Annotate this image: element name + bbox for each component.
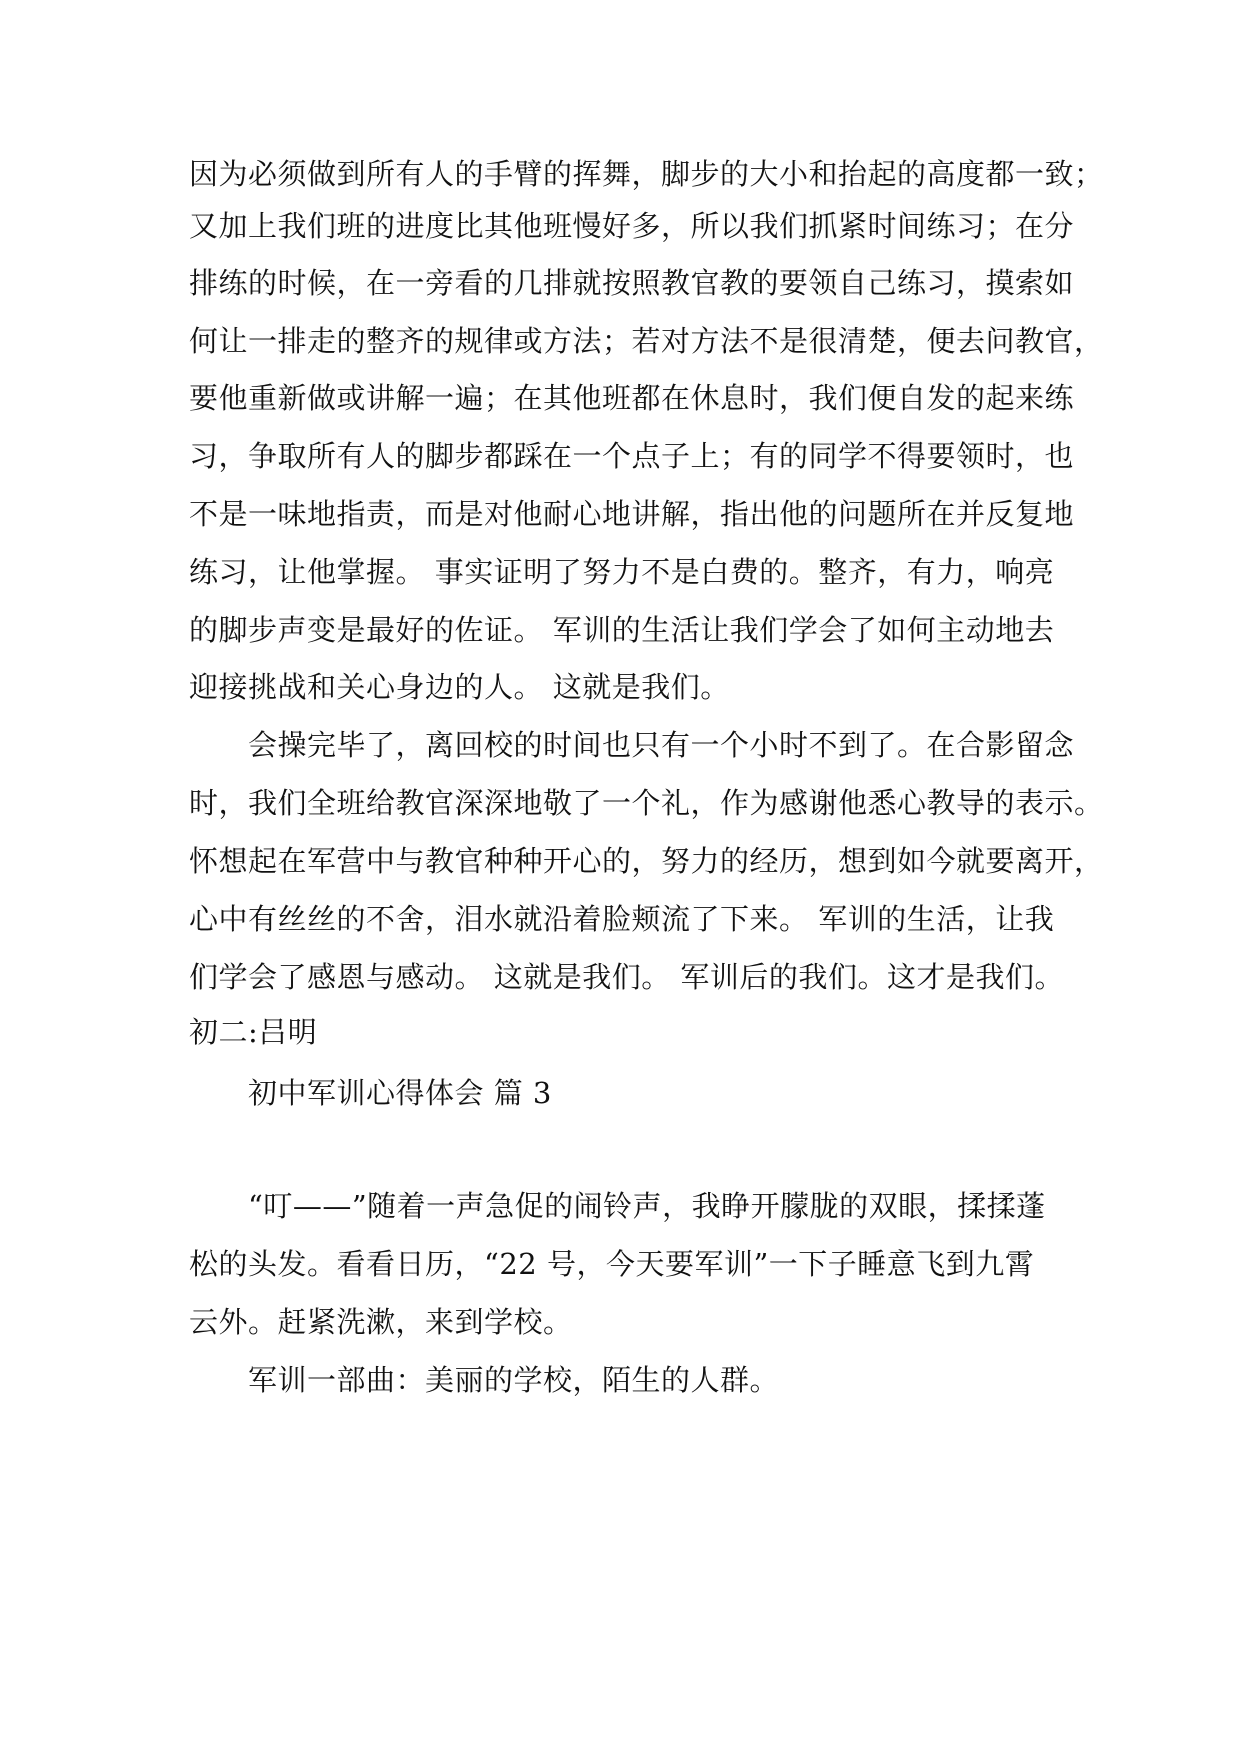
paragraph-line: 因为必须做到所有人的手臂的挥舞，脚步的大小和抬起的高度都一致； <box>189 157 1104 191</box>
paragraph-line: 不是一味地指责，而是对他耐心地讲解，指出他的问题所在并反复地 <box>189 497 1075 531</box>
paragraph-line: 的脚步声变是最好的佐证。 军训的生活让我们学会了如何主动地去 <box>189 613 1055 647</box>
paragraph-line: 怀想起在军营中与教官种种开心的，努力的经历，想到如今就要离开， <box>189 844 1104 878</box>
paragraph-line: 会操完毕了，离回校的时间也只有一个小时不到了。在合影留念 <box>248 728 1075 762</box>
paragraph-line: 迎接挑战和关心身边的人。 这就是我们。 <box>189 670 730 704</box>
author-signature: 初二:吕明 <box>189 1015 318 1049</box>
paragraph-line: 排练的时候，在一旁看的几排就按照教官教的要领自己练习，摸索如 <box>189 266 1075 300</box>
paragraph-line: 又加上我们班的进度比其他班慢好多，所以我们抓紧时间练习；在分 <box>189 209 1075 243</box>
paragraph-line: 练习，让他掌握。 事实证明了努力不是白费的。整齐，有力，响亮 <box>189 555 1055 589</box>
paragraph-line: “叮——”随着一声急促的闹铃声，我睁开朦胧的双眼，揉揉蓬 <box>248 1189 1046 1223</box>
paragraph-line: 们学会了感恩与感动。 这就是我们。 军训后的我们。这才是我们。 <box>189 960 1064 994</box>
paragraph-line: 松的头发。看看日历，“22 号，今天要军训”一下子睡意飞到九霄 <box>189 1247 1035 1281</box>
paragraph-line: 军训一部曲：美丽的学校，陌生的人群。 <box>248 1363 780 1397</box>
paragraph-line: 何让一排走的整齐的规律或方法；若对方法不是很清楚，便去问教官， <box>189 324 1104 358</box>
paragraph-line: 云外。赶紧洗漱，来到学校。 <box>189 1305 573 1339</box>
paragraph-line: 时，我们全班给教官深深地敬了一个礼，作为感谢他悉心教导的表示。 <box>189 786 1104 820</box>
paragraph-line: 要他重新做或讲解一遍；在其他班都在休息时，我们便自发的起来练 <box>189 381 1075 415</box>
paragraph-line: 习，争取所有人的脚步都踩在一个点子上；有的同学不得要领时，也 <box>189 439 1075 473</box>
paragraph-line: 心中有丝丝的不舍，泪水就沿着脸颊流了下来。 军训的生活，让我 <box>189 902 1055 936</box>
section-heading: 初中军训心得体会 篇 3 <box>248 1076 552 1110</box>
